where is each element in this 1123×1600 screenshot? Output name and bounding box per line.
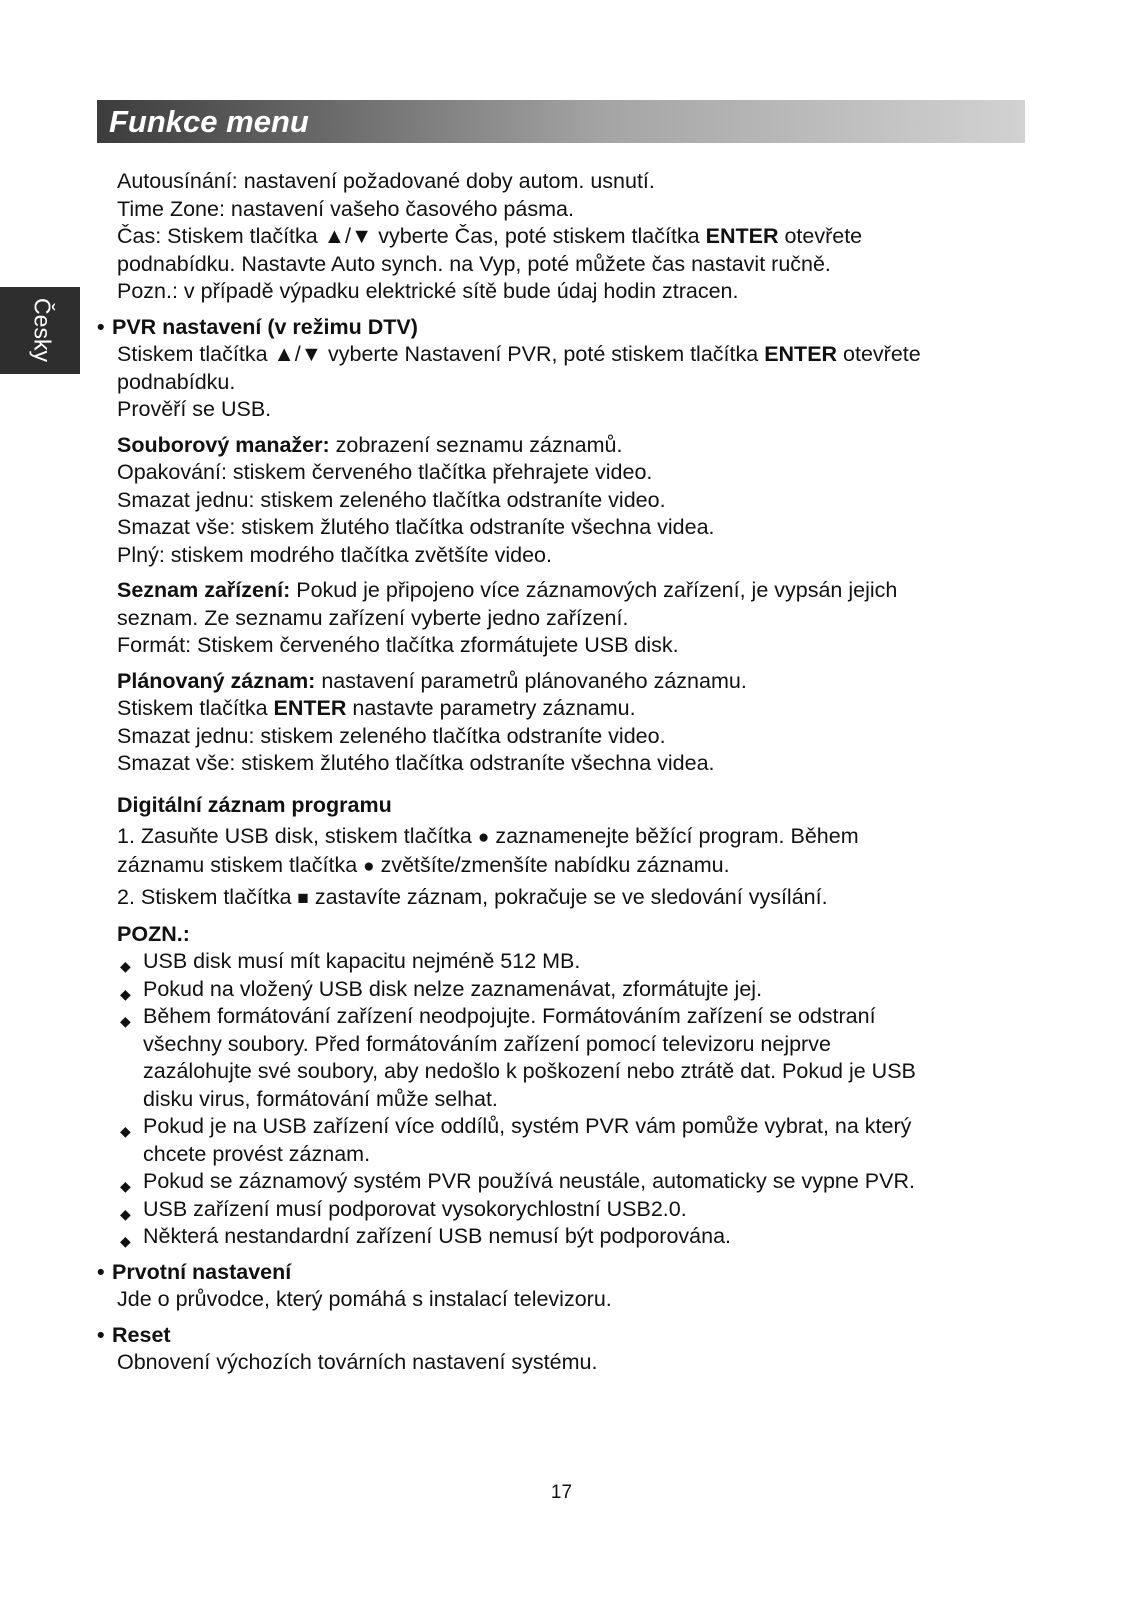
device-list-item: Formát: Stiskem červeného tlačítka zformátujete USB disk. bbox=[117, 633, 679, 657]
file-manager-item: Plný: stiskem modrého tlačítka zvětšíte video. bbox=[117, 542, 552, 567]
recording-heading: Digitální záznam programu bbox=[117, 792, 392, 817]
pvr-intro-pre: Stiskem tlačítka ▲/▼ vyberte Nastavení PVR, poté stiskem tlačítka bbox=[117, 342, 765, 366]
step-text: záznamu stiskem tlačítka bbox=[117, 852, 364, 877]
note-text: zazálohujte své soubory, aby nedošlo k poškození nebo ztrátě dat. Pokud je USB bbox=[143, 1059, 916, 1083]
recording-step-1b bbox=[97, 852, 1027, 881]
reset-heading bbox=[97, 1322, 1027, 1350]
note-text: Během formátování zařízení neodpojujte. Formátováním zařízení se odstraní bbox=[143, 1004, 876, 1028]
note-item bbox=[97, 948, 1027, 976]
language-label: Česky bbox=[29, 298, 56, 362]
timezone-line: Time Zone: nastavení vašeho časového pásma. bbox=[117, 196, 574, 221]
note-item bbox=[97, 1168, 1027, 1196]
file-manager-item: Opakování: stiskem červeného tlačítka přehrajete video. bbox=[117, 460, 653, 484]
enter-key-label: ENTER bbox=[705, 224, 779, 248]
file-manager-item: Smazat jednu: stiskem zeleného tlačítka odstraníte video. bbox=[117, 487, 666, 512]
pvr-intro-line bbox=[97, 341, 1027, 369]
schedule-item-pre: Stiskem tlačítka bbox=[117, 696, 274, 720]
time-line bbox=[97, 223, 1027, 251]
note-item bbox=[97, 1223, 1027, 1251]
stop-button-icon: ■ bbox=[297, 888, 309, 909]
note-text: všechny soubory. Před formátováním zařízení pomocí televizoru nejprve bbox=[143, 1031, 831, 1056]
file-manager-label: Souborový manažer: bbox=[117, 432, 330, 457]
time-text-post: otevřete bbox=[778, 224, 863, 248]
page-number: 17 bbox=[550, 1482, 573, 1503]
bullet-mark: • bbox=[97, 1322, 105, 1347]
reset-desc: Obnovení výchozích továrních nastavení systému. bbox=[117, 1350, 598, 1374]
diamond-bullet-icon: ◆ bbox=[120, 985, 131, 1002]
schedule-item bbox=[97, 695, 1027, 723]
first-setup-heading-text: Prvotní nastavení bbox=[112, 1259, 292, 1284]
step-text: zastavíte záznam, pokračuje se ve sledování vysílání. bbox=[308, 885, 828, 909]
first-setup-desc: Jde o průvodce, který pomáhá s instalací televizoru. bbox=[117, 1287, 612, 1311]
record-button-icon: ● bbox=[363, 855, 375, 877]
pvr-heading bbox=[97, 314, 1027, 342]
file-manager-line bbox=[97, 432, 1027, 460]
section-title-bar bbox=[97, 100, 1025, 143]
step-text: 1. Zasuňte USB disk, stiskem tlačítka bbox=[117, 824, 478, 848]
time-text-pre: Čas: Stiskem tlačítka ▲/▼ vyberte Čas, poté stiskem tlačítka bbox=[117, 224, 706, 248]
note-text: Pokud je na USB zařízení více oddílů, systém PVR vám pomůže vybrat, na který bbox=[143, 1114, 912, 1138]
recording-step-2 bbox=[97, 884, 1027, 913]
schedule-item-post: nastavte parametry záznamu. bbox=[346, 696, 636, 720]
pvr-intro-line-3: Prověří se USB. bbox=[117, 397, 272, 421]
schedule-label: Plánovaný záznam: bbox=[117, 668, 316, 693]
page-title: Funkce menu bbox=[109, 104, 309, 139]
file-manager-item: Smazat vše: stiskem žlutého tlačítka odstraníte všechna videa. bbox=[117, 515, 715, 539]
time-line-2: podnabídku. Nastavte Auto synch. na Vyp, poté můžete čas nastavit ručně. bbox=[117, 251, 831, 276]
first-setup-heading bbox=[97, 1259, 1027, 1287]
diamond-bullet-icon: ◆ bbox=[120, 1205, 131, 1222]
power-loss-note: Pozn.: v případě výpadku elektrické sítě bude údaj hodin ztracen. bbox=[117, 279, 739, 303]
manual-content bbox=[97, 168, 1027, 1377]
diamond-bullet-icon: ◆ bbox=[120, 1178, 131, 1194]
schedule-item: Smazat jednu: stiskem zeleného tlačítka odstraníte video. bbox=[117, 723, 666, 748]
note-text: USB disk musí mít kapacitu nejméně 512 MB. bbox=[143, 949, 581, 973]
recording-step-1 bbox=[97, 823, 1027, 852]
step-text: zvětšíte/zmenšíte nabídku záznamu. bbox=[374, 852, 730, 877]
language-side-tab bbox=[0, 287, 80, 374]
device-list-desc: Pokud je připojeno více záznamových zařízení, je vypsán jejich bbox=[290, 578, 898, 602]
reset-heading-text: Reset bbox=[112, 1322, 171, 1347]
pvr-heading-text: PVR nastavení (v režimu DTV) bbox=[112, 314, 418, 339]
bullet-mark: • bbox=[97, 1259, 105, 1284]
note-text: disku virus, formátování může selhat. bbox=[143, 1086, 498, 1111]
device-list-line bbox=[97, 577, 1027, 605]
diamond-bullet-icon: ◆ bbox=[120, 1233, 131, 1249]
notes-heading: POZN.: bbox=[117, 921, 190, 946]
bullet-mark: • bbox=[97, 314, 105, 339]
schedule-desc: nastavení parametrů plánovaného záznamu. bbox=[315, 668, 747, 693]
note-text: Některá nestandardní zařízení USB nemusí být podporována. bbox=[143, 1224, 732, 1248]
schedule-line bbox=[97, 668, 1027, 696]
diamond-bullet-icon: ◆ bbox=[120, 958, 131, 974]
note-item bbox=[97, 1113, 1027, 1168]
diamond-bullet-icon: ◆ bbox=[120, 1123, 131, 1139]
autosleep-line: Autousínání: nastavení požadované doby autom. usnutí. bbox=[117, 169, 655, 193]
step-text: 2. Stiskem tlačítka bbox=[117, 885, 298, 909]
note-item bbox=[97, 976, 1027, 1004]
record-button-icon: ● bbox=[477, 827, 490, 848]
note-text: Pokud na vložený USB disk nelze zaznamenávat, zformátujte jej. bbox=[143, 976, 763, 1001]
note-text: Pokud se záznamový systém PVR používá neustále, automaticky se vypne PVR. bbox=[143, 1169, 915, 1193]
note-text: chcete provést záznam. bbox=[143, 1141, 371, 1166]
enter-key-label: ENTER bbox=[764, 342, 838, 366]
note-item bbox=[97, 1196, 1027, 1224]
note-item bbox=[97, 1003, 1027, 1113]
device-list-item: seznam. Ze seznamu zařízení vyberte jedno zařízení. bbox=[117, 605, 629, 630]
pvr-intro-line-2: podnabídku. bbox=[117, 369, 236, 394]
diamond-bullet-icon: ◆ bbox=[120, 1013, 131, 1029]
step-text: zaznamenejte běžící program. Během bbox=[489, 824, 859, 848]
pvr-intro-post: otevřete bbox=[837, 342, 921, 366]
schedule-item: Smazat vše: stiskem žlutého tlačítka odstraníte všechna videa. bbox=[117, 751, 715, 775]
file-manager-desc: zobrazení seznamu záznamů. bbox=[329, 432, 623, 457]
note-text: USB zařízení musí podporovat vysokorychlostní USB2.0. bbox=[143, 1196, 687, 1221]
enter-key-label: ENTER bbox=[273, 696, 347, 720]
device-list-label: Seznam zařízení: bbox=[117, 578, 291, 602]
